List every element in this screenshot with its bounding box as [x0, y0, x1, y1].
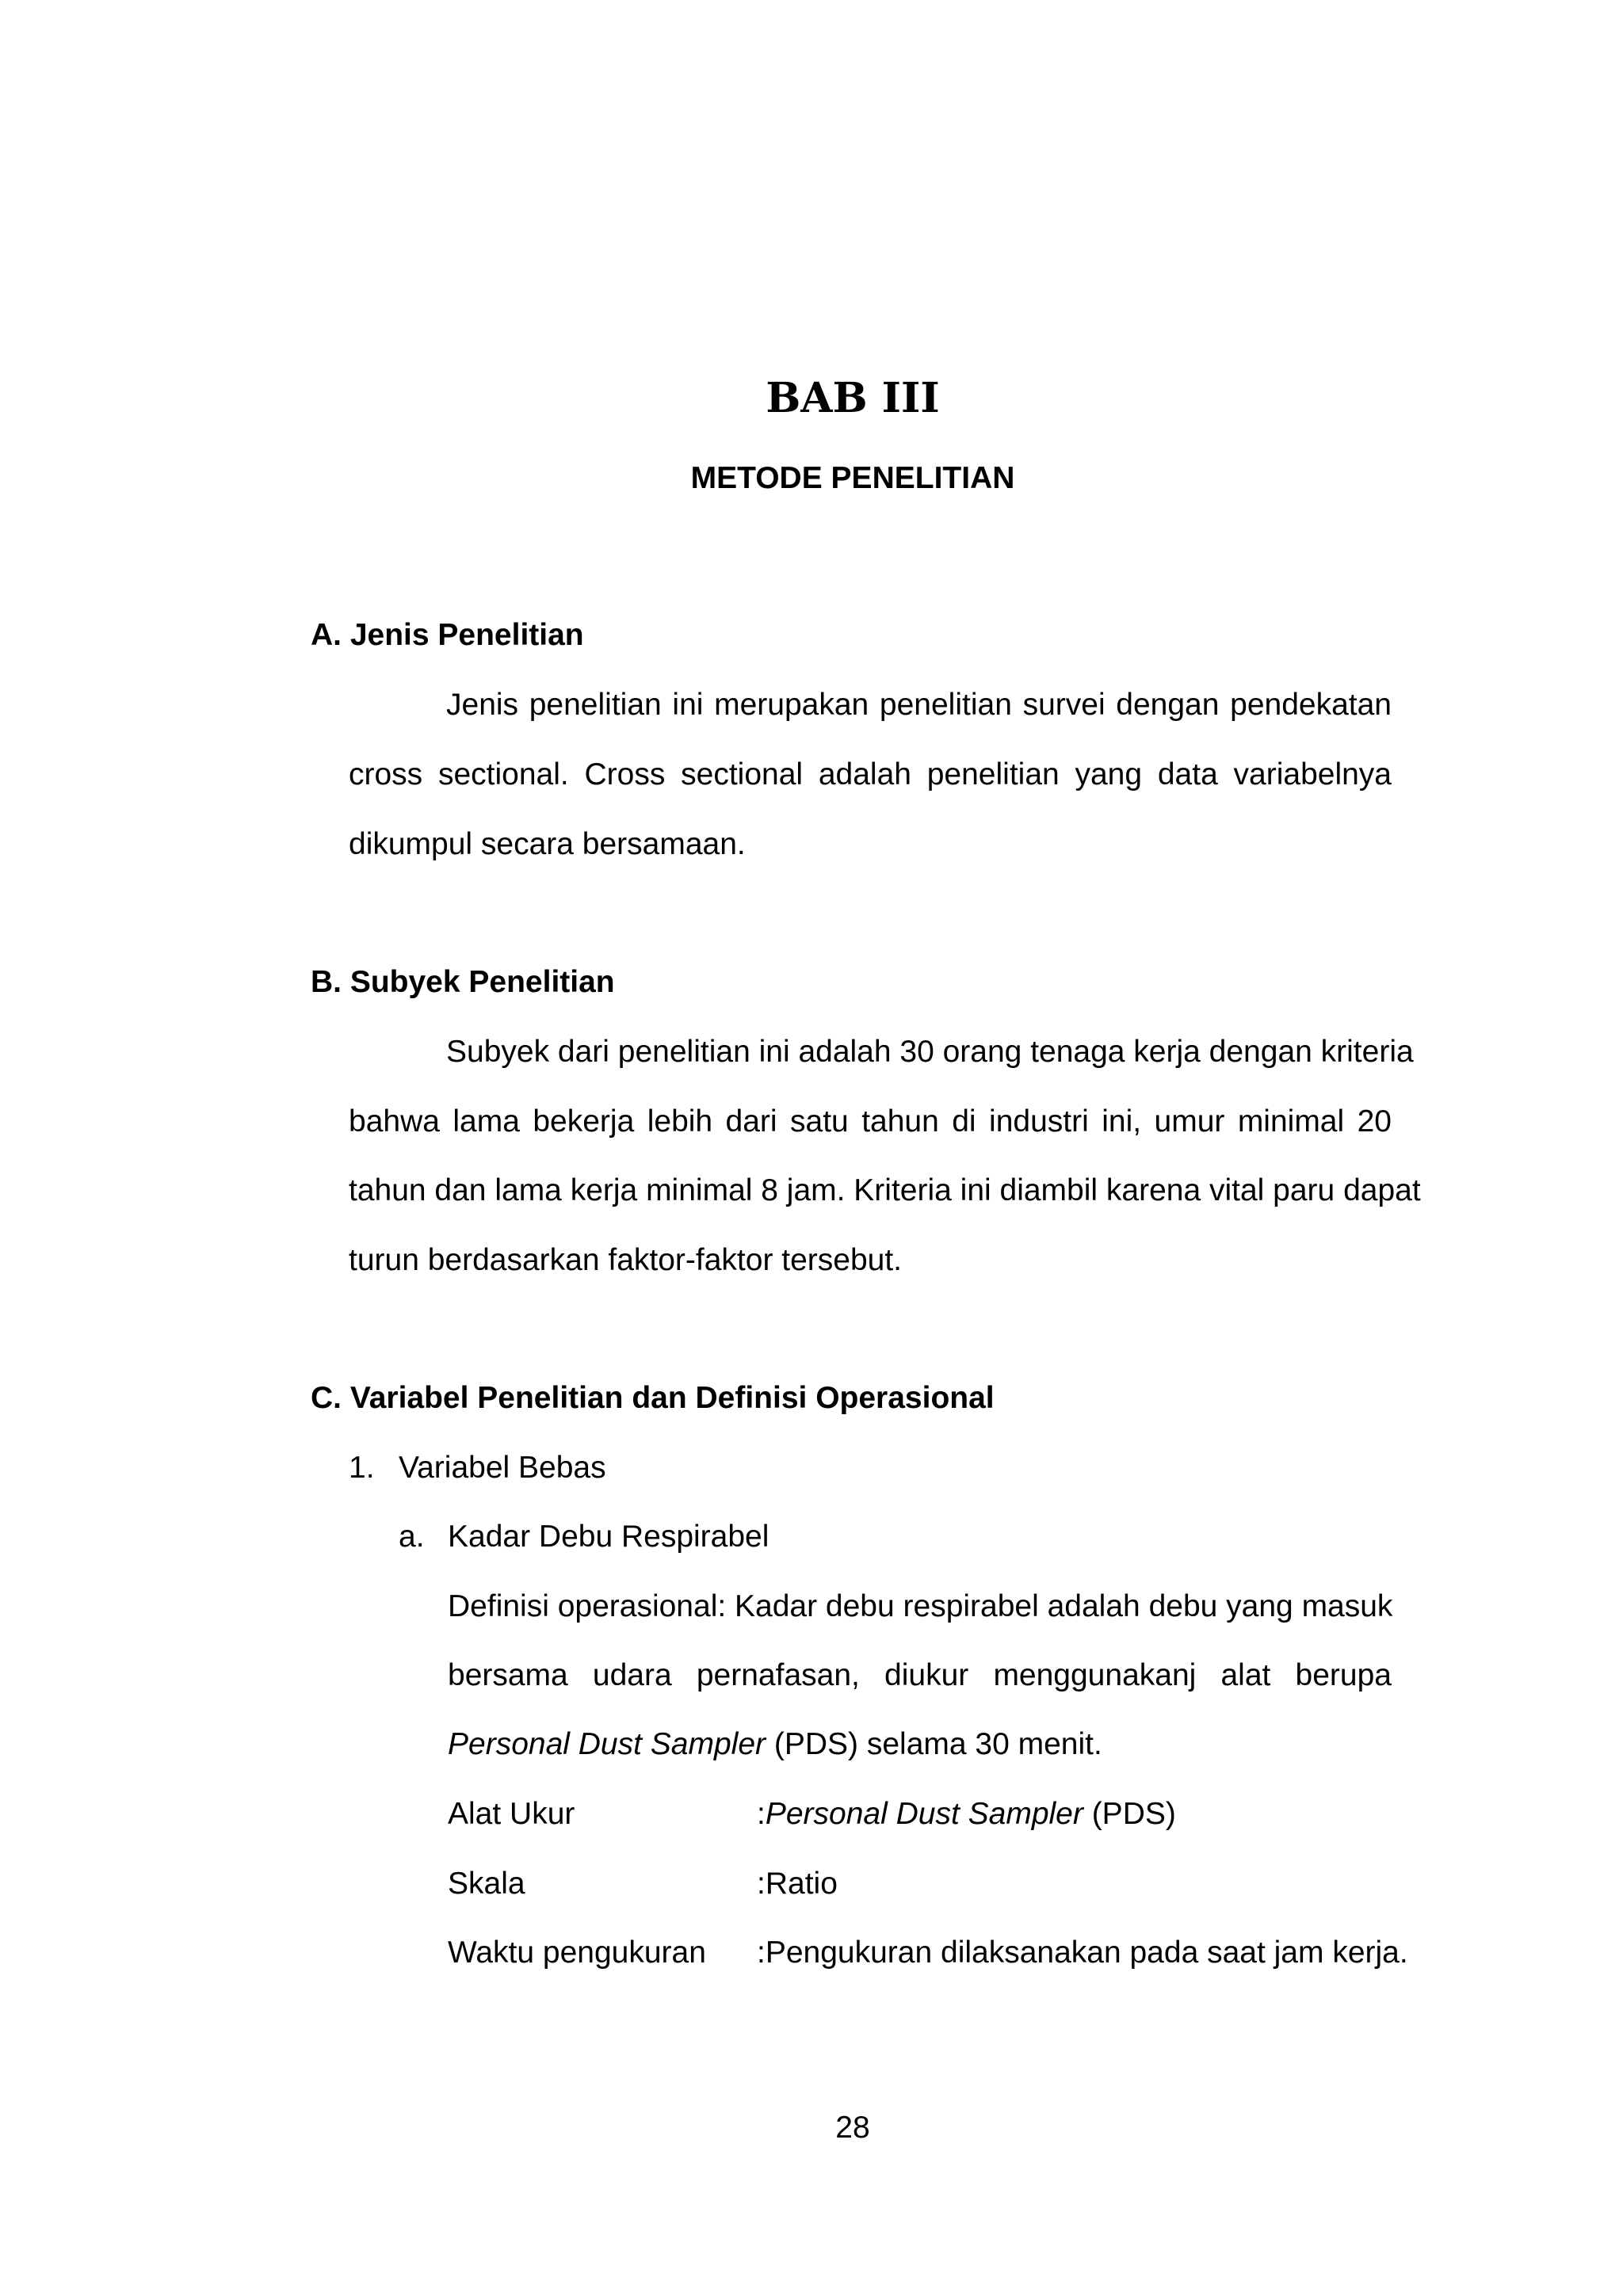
chapter-title: METODE PENELITIAN — [690, 461, 1015, 495]
section-b-heading: B. Subyek Penelitian — [311, 965, 615, 999]
definition-line-3 — [448, 1727, 1102, 1762]
waktu-value: :Pengukuran dilaksanakan pada saat jam kerja. — [757, 1936, 1408, 1970]
page-number: 28 — [835, 2111, 870, 2145]
section-a-line-3: dikumpul secara bersamaan. — [349, 827, 746, 861]
alat-ukur-value — [757, 1797, 1176, 1832]
section-c-heading: C. Variabel Penelitian dan Definisi Operasional — [311, 1381, 995, 1415]
section-a-heading: A. Jenis Penelitian — [311, 618, 584, 652]
skala-value: :Ratio — [757, 1867, 838, 1901]
section-b-line-1: Subyek dari penelitian ini adalah 30 orang tenaga kerja dengan kriteria — [446, 1035, 1414, 1069]
section-b-line-4: turun berdasarkan faktor-faktor tersebut. — [349, 1243, 903, 1277]
list-item-kadar-debu: Kadar Debu Respirabel — [448, 1520, 769, 1554]
definition-line-1: Definisi operasional: Kadar debu respirabel adalah debu yang masuk — [448, 1589, 1393, 1623]
list-item-variabel-bebas: Variabel Bebas — [399, 1451, 606, 1485]
skala-label: Skala — [448, 1867, 525, 1901]
waktu-label: Waktu pengukuran — [448, 1936, 706, 1970]
section-b-line-3: tahun dan lama kerja minimal 8 jam. Kriteria ini diambil karena vital paru dapat — [349, 1173, 1421, 1207]
list-letter-a: a. — [399, 1520, 425, 1554]
definition-italic-term: Personal Dust Sampler — [448, 1727, 766, 1761]
chapter-number: BAB III — [766, 374, 940, 422]
list-number-1: 1. — [349, 1451, 375, 1485]
section-a-line-1: Jenis penelitian ini merupakan penelitian survei dengan pendekatan — [446, 688, 1392, 722]
definition-line-2: bersama udara pernafasan, diukur menggunakanj alat berupa — [448, 1658, 1392, 1692]
alat-ukur-italic: Personal Dust Sampler — [765, 1797, 1083, 1831]
section-a-line-2: cross sectional. Cross sectional adalah penelitian yang data variabelnya — [349, 757, 1392, 791]
alat-ukur-rest: (PDS) — [1083, 1797, 1176, 1831]
alat-ukur-label: Alat Ukur — [448, 1797, 575, 1831]
definition-line-3-rest: (PDS) selama 30 menit. — [766, 1727, 1102, 1761]
alat-ukur-colon: : — [757, 1797, 766, 1831]
section-b-line-2: bahwa lama bekerja lebih dari satu tahun di industri ini, umur minimal 20 — [349, 1104, 1392, 1138]
